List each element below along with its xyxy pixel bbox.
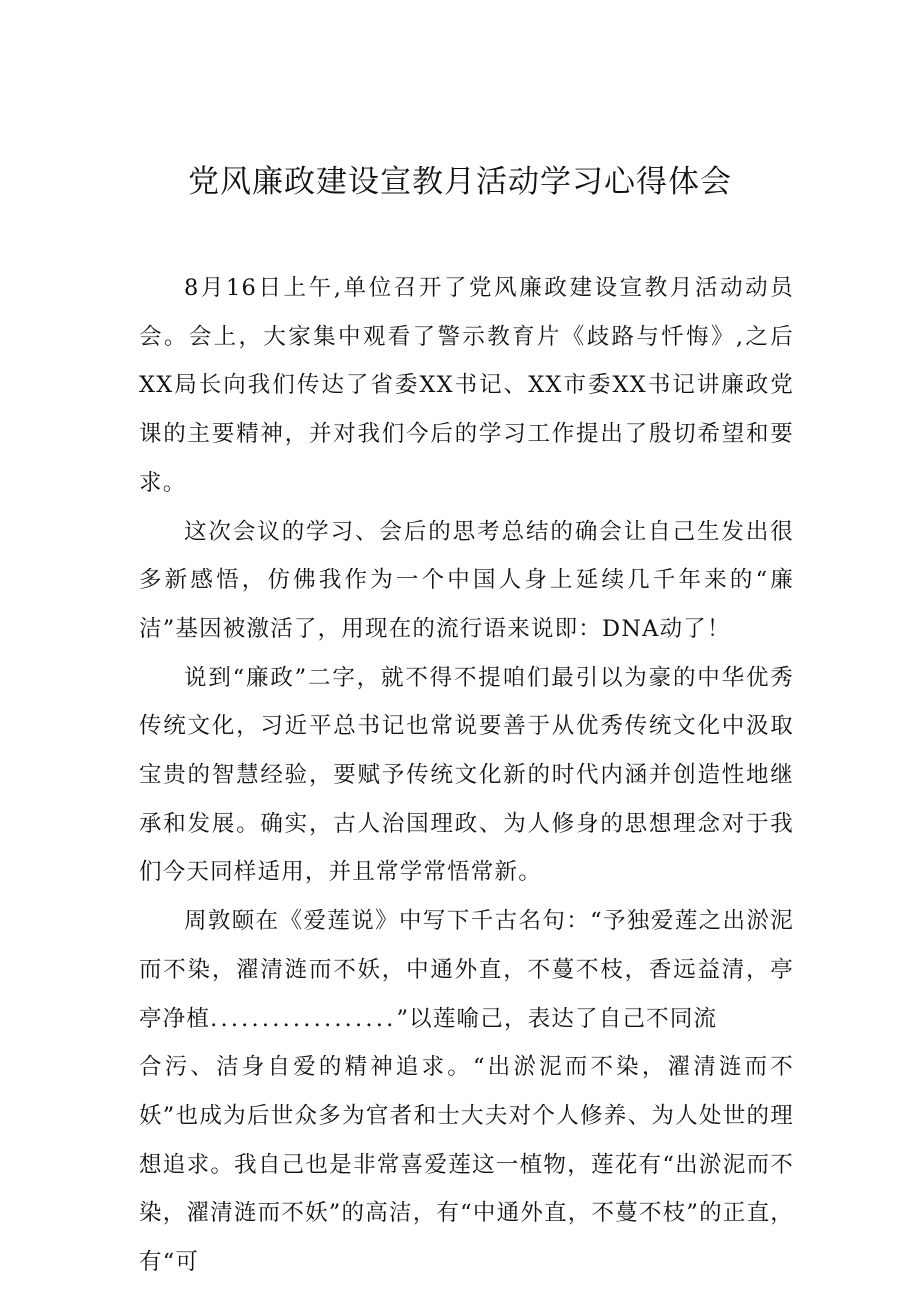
paragraph-4-continued: 合污、洁身自爱的精神追求。“出淤泥而不染，濯清涟而不妖”也成为后世众多为官者和士大夫对个人修养、为人处世的理想追求。我自己也是非常喜爱莲这一植物，莲花有“出淤泥而不染，濯清涟而不妖”的高洁，有“中通外直，不蔓不枝”的正直，有“可	[139, 1054, 794, 1276]
paragraph-4-remark: ”以莲喻己，表达了自己不同流	[396, 1005, 718, 1032]
paragraph-4	[139, 897, 794, 1043]
document-body	[139, 264, 794, 1287]
document-title: 党风廉政建设宣教月活动学习心得体会	[188, 164, 732, 200]
paragraph-4-ellipsis: ..................	[210, 1005, 397, 1032]
paragraph-4-quote: 周敦颐在《爱莲说》中写下千古名句：“予独爱莲之出淤泥而不染，濯清涟而不妖，中通外直，不蔓不枝，香远益清，亭亭净植	[139, 908, 794, 1032]
paragraph-1: 8月16日上午,单位召开了党风廉政建设宣教月活动动员会。会上，大家集中观看了警示教育片《歧路与忏悔》,之后XX局长向我们传达了省委XX书记、XX市委XX书记讲廉政党课的主要精神，并对我们今后的学习工作提出了殷切希望和要求。	[139, 275, 794, 496]
paragraph-2: 这次会议的学习、会后的思考总结的确会让自己生发出很多新感悟，仿佛我作为一个中国人身上延续几千年来的“廉洁”基因被激活了，用现在的流行语来说即：DNA动了！	[139, 518, 794, 642]
paragraph-3: 说到“廉政”二字，就不得不提咱们最引以为豪的中华优秀传统文化，习近平总书记也常说要善于从优秀传统文化中汲取宝贵的智慧经验，要赋予传统文化新的时代内涵并创造性地继承和发展。确实，古人治国理政、为人修身的思想理念对于我们今天同样适用，并且常学常悟常新。	[139, 664, 794, 886]
